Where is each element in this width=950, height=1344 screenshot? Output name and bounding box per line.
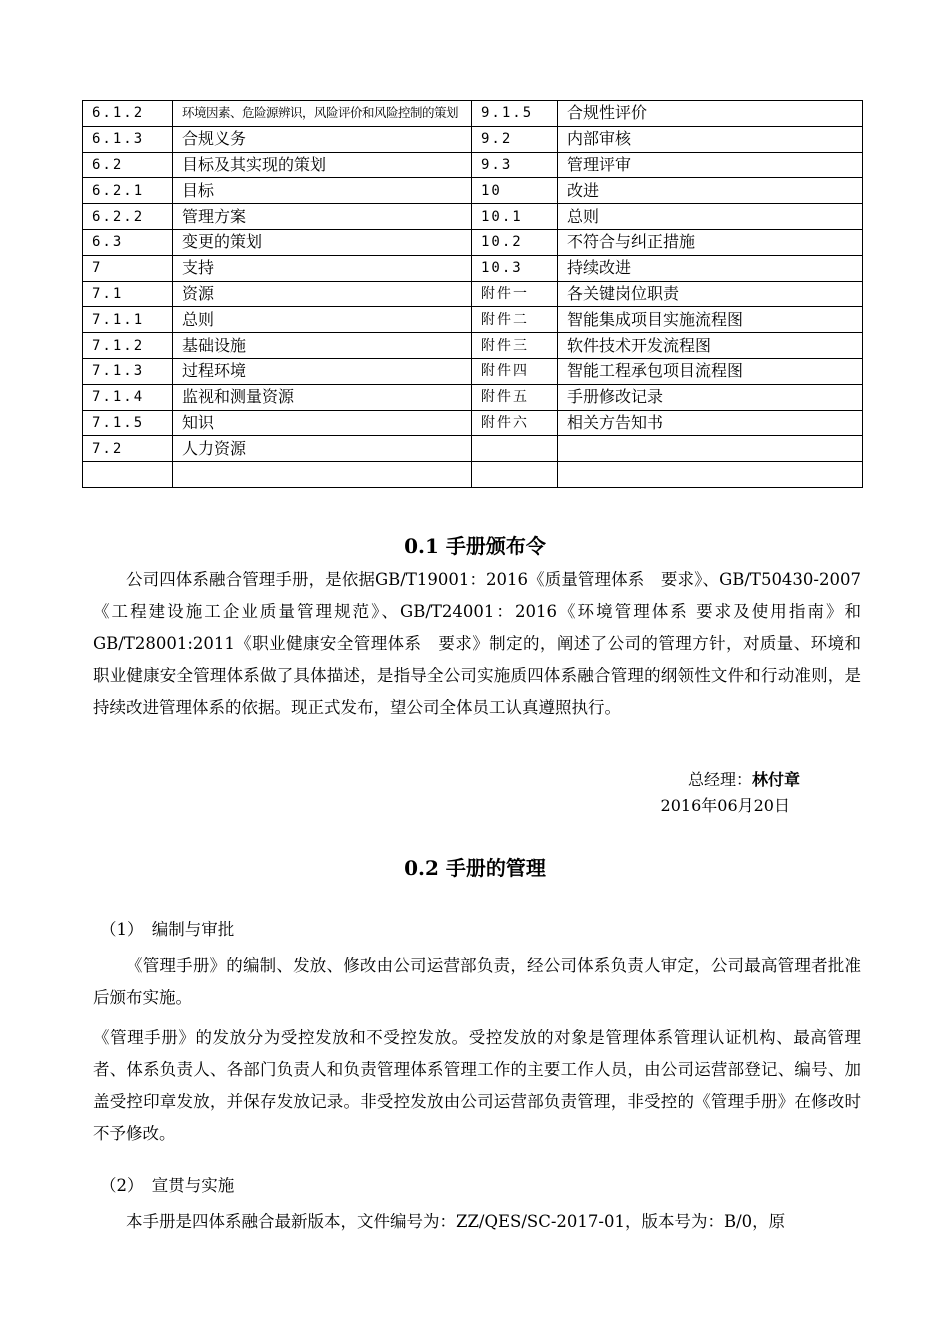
toc-section-title: 人力资源	[173, 436, 472, 462]
toc-section-title: 管理评审	[558, 152, 863, 178]
toc-section-number: 9.1.5	[472, 101, 558, 127]
toc-section-number: 附件三	[472, 333, 558, 359]
toc-section-title: 知识	[173, 410, 472, 436]
signature-date: 2016年06月20日	[660, 796, 790, 815]
toc-section-number: 7.2	[83, 436, 173, 462]
toc-section-number: 附件五	[472, 384, 558, 410]
toc-section-title: 变更的策划	[173, 229, 472, 255]
toc-section-title: 环境因素、危险源辨识，风险评价和风险控制的策划	[173, 101, 472, 127]
toc-section-number: 6.1.3	[83, 126, 173, 152]
toc-table	[82, 100, 863, 488]
toc-section-title: 智能工程承包项目流程图	[558, 358, 863, 384]
toc-section-title: 持续改进	[558, 255, 863, 281]
toc-row	[83, 178, 863, 204]
promulgation-body: 公司四体系融合管理手册，是依据GB/T19001：2016《质量管理体系 要求》、GB/T50430-2007《工程建设施工企业质量管理规范》、GB/T24001：2016《环境管理体系 要求及使用指南》和GB/T28001:2011《职业健康安全管理体系 要求》制定的，阐述了公司的管理方针，对质量、环境和职业健康安全管理体系做了具体描述，是指导全公司实施质四体系融合管理的纲领性文件和行动准则，是持续改进管理体系的依据。现正式发布，望公司全体员工认真遵照执行。	[93, 570, 861, 717]
toc-row	[83, 307, 863, 333]
toc-section-title: 合规性评价	[558, 101, 863, 127]
toc-section-title: 改进	[558, 178, 863, 204]
toc-section-number: 7.1.5	[83, 410, 173, 436]
management-paragraph-1: 《管理手册》的编制、发放、修改由公司运营部负责，经公司体系负责人审定，公司最高管理者批准后颁布实施。	[93, 956, 861, 1007]
subheading-compile-approve: （1） 编制与审批	[100, 920, 235, 939]
toc-row	[83, 255, 863, 281]
management-paragraph-3: 本手册是四体系融合最新版本，文件编号为：ZZ/QES/SC-2017-01，版本号为：B/0，原	[126, 1212, 786, 1231]
toc-row	[83, 333, 863, 359]
toc-row	[83, 281, 863, 307]
signature-line	[688, 767, 800, 790]
toc-section-number: 附件一	[472, 281, 558, 307]
toc-section-title	[173, 462, 472, 488]
toc-section-number: 7.1.3	[83, 358, 173, 384]
toc-section-number: 6.2	[83, 152, 173, 178]
toc-section-title: 总则	[558, 204, 863, 230]
toc-section-number: 7.1.2	[83, 333, 173, 359]
toc-section-number: 附件二	[472, 307, 558, 333]
toc-row	[83, 204, 863, 230]
toc-section-number: 7.1.1	[83, 307, 173, 333]
toc-section-title: 各关键岗位职责	[558, 281, 863, 307]
toc-section-title: 管理方案	[173, 204, 472, 230]
subheading-implement: （2） 宣贯与实施	[100, 1176, 235, 1195]
toc-section-number: 10.3	[472, 255, 558, 281]
toc-section-title: 不符合与纠正措施	[558, 229, 863, 255]
toc-section-number: 附件四	[472, 358, 558, 384]
toc-section-title: 目标及其实现的策划	[173, 152, 472, 178]
toc-section-number: 7	[83, 255, 173, 281]
toc-section-number	[83, 462, 173, 488]
toc-section-number: 10.2	[472, 229, 558, 255]
section-title-promulgation: 0.1 手册颁布令	[404, 534, 546, 558]
toc-row	[83, 152, 863, 178]
toc-section-title: 智能集成项目实施流程图	[558, 307, 863, 333]
toc-section-number: 6.2.1	[83, 178, 173, 204]
toc-row	[83, 126, 863, 152]
toc-row	[83, 358, 863, 384]
toc-section-number: 9.3	[472, 152, 558, 178]
toc-section-title: 软件技术开发流程图	[558, 333, 863, 359]
toc-section-title: 资源	[173, 281, 472, 307]
toc-row	[83, 436, 863, 462]
toc-section-title: 支持	[173, 255, 472, 281]
toc-row	[83, 462, 863, 488]
toc-body	[83, 101, 863, 488]
toc-section-number: 7.1	[83, 281, 173, 307]
toc-row	[83, 384, 863, 410]
toc-section-title: 内部审核	[558, 126, 863, 152]
toc-section-title: 目标	[173, 178, 472, 204]
toc-section-title: 总则	[173, 307, 472, 333]
toc-row	[83, 229, 863, 255]
toc-section-title: 相关方告知书	[558, 410, 863, 436]
toc-section-title: 过程环境	[173, 358, 472, 384]
toc-section-number: 7.1.4	[83, 384, 173, 410]
toc-section-number: 9.2	[472, 126, 558, 152]
toc-row	[83, 410, 863, 436]
toc-row	[83, 101, 863, 127]
toc-section-number: 10	[472, 178, 558, 204]
management-paragraph-2: 《管理手册》的发放分为受控发放和不受控发放。受控发放的对象是管理体系管理认证机构、最高管理者、体系负责人、各部门负责人和负责管理体系管理工作的主要工作人员，由公司运营部登记、编号、加盖受控印章发放，并保存发放记录。非受控发放由公司运营部负责管理，非受控的《管理手册》在修改时不予修改。	[93, 1028, 861, 1143]
toc-section-number	[472, 436, 558, 462]
toc-section-title: 手册修改记录	[558, 384, 863, 410]
toc-section-number: 附件六	[472, 410, 558, 436]
toc-section-number: 6.3	[83, 229, 173, 255]
toc-section-number: 10.1	[472, 204, 558, 230]
toc-section-title: 监视和测量资源	[173, 384, 472, 410]
toc-section-title	[558, 462, 863, 488]
section-title-management: 0.2 手册的管理	[404, 856, 546, 880]
toc-section-title	[558, 436, 863, 462]
toc-section-number	[472, 462, 558, 488]
toc-section-number: 6.1.2	[83, 101, 173, 127]
toc-section-number: 6.2.2	[83, 204, 173, 230]
signer-name: 林付章	[751, 770, 800, 789]
toc-section-title: 合规义务	[173, 126, 472, 152]
signer-label: 总经理：	[687, 770, 752, 789]
toc-section-title: 基础设施	[173, 333, 472, 359]
